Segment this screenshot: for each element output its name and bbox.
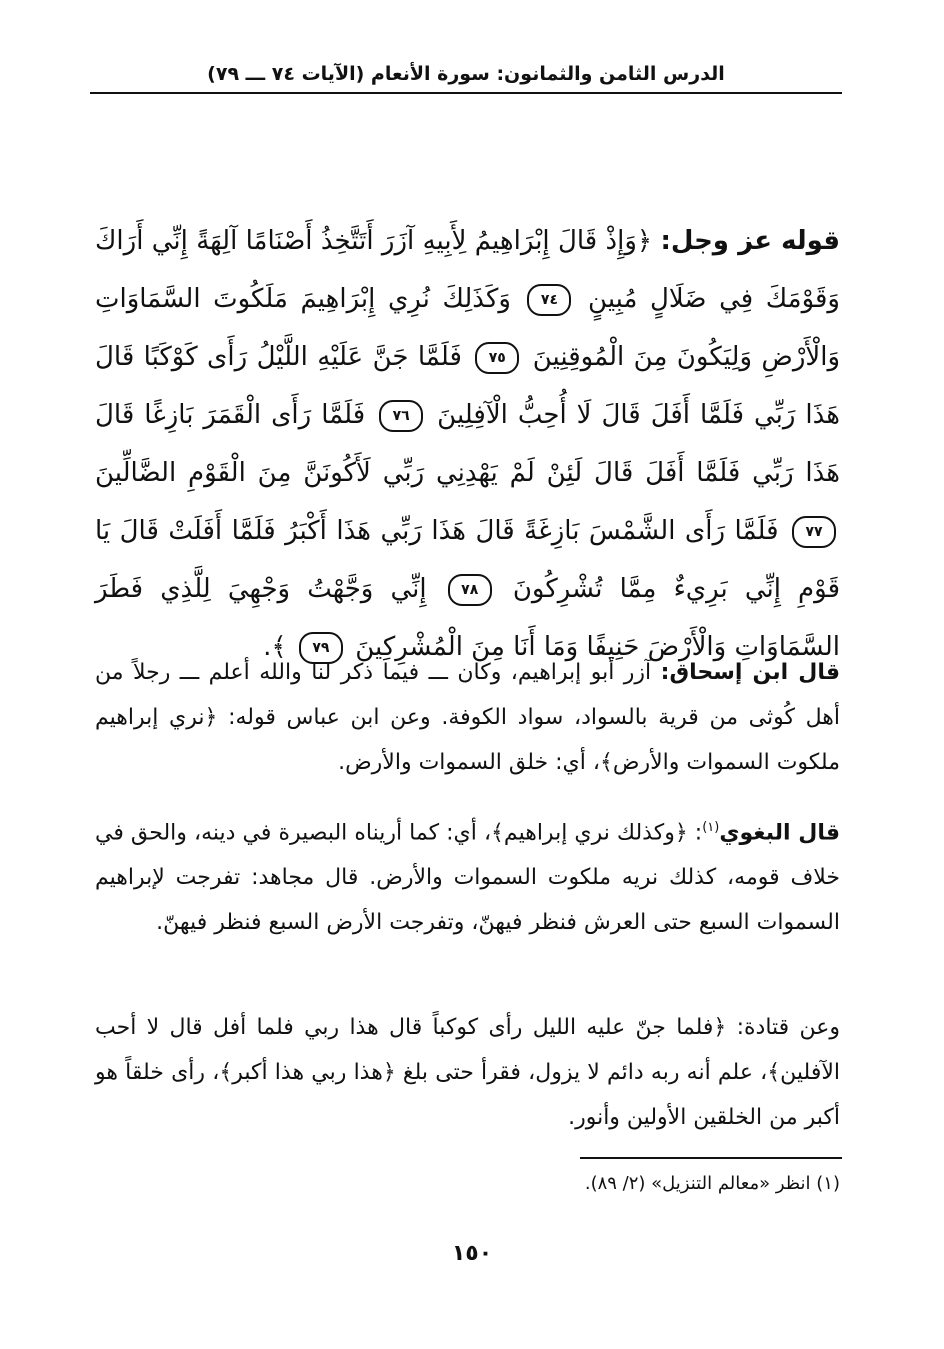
verse-closing-bracket: ﴾. xyxy=(263,632,287,662)
running-head: الدرس الثامن والثمانون: سورة الأنعام (الآيات ٧٤ ـــ ٧٩) xyxy=(207,63,725,85)
ayah-number-marker: ٧٦ xyxy=(379,400,423,432)
paragraph-text: آزر أبو إبراهيم، وكان ـــ فيما ذكر لنا والله أعلم ـــ رجلاً من أهل كُوثى من قرية بالسواد، سواد الكوفة. وعن ابن عباس قوله: ﴿نري إبراهيم ملكوت السموات والأرض﴾، أي: خلق السموات والأرض. xyxy=(95,660,840,775)
footnote-rule xyxy=(580,1157,842,1159)
paragraph-ibn-ishaq xyxy=(95,650,840,785)
verse-text-76: فَلَمَّا جَنَّ عَلَيْهِ اللَّيْلُ رَأَى كَوْكَبًا قَالَ هَذَا رَبِّي فَلَمَّا أَفَلَ قَالَ لَا أُحِبُّ الْآفِلِينَ xyxy=(95,342,841,430)
verse-text-79: إِنِّي وَجَّهْتُ وَجْهِيَ لِلَّذِي فَطَرَ السَّمَاوَاتِ وَالْأَرْضَ حَنِيفًا وَمَا أَنَا مِنَ الْمُشْرِكِينَ xyxy=(95,574,840,662)
verse-intro-label: قوله عز وجل: xyxy=(660,226,840,256)
paragraph-text: وعن قتادة: ﴿فلما جنّ عليه الليل رأى كوكباً قال هذا ربي فلما أفل قال لا أحب الآفلين﴾، علم أنه ربه دائم لا يزول، فقرأ حتى بلغ ﴿هذا ربي هذا أكبر﴾، رأى خلقاً هو أكبر من الخلقين الأولين وأنور. xyxy=(95,1015,840,1130)
paragraph-baghawi xyxy=(95,805,840,945)
verse-text-74: ﴿وَإِذْ قَالَ إِبْرَاهِيمُ لِأَبِيهِ آزَرَ أَتَتَّخِذُ أَصْنَامًا آلِهَةً إِنِّي أَرَاكَ وَقَوْمَكَ فِي ضَلَالٍ مُبِينٍ xyxy=(95,226,840,314)
verse-text-77: فَلَمَّا رَأَى الْقَمَرَ بَازِغًا قَالَ هَذَا رَبِّي فَلَمَّا أَفَلَ قَالَ لَئِنْ لَمْ يَهْدِنِي رَبِّي لَأَكُونَنَّ مِنَ الْقَوْمِ الضَّالِّينَ xyxy=(95,400,840,488)
ayah-number-marker: ٧٩ xyxy=(299,632,343,664)
ayah-number-marker: ٧٧ xyxy=(792,516,836,548)
ayah-number-marker: ٧٥ xyxy=(475,342,519,374)
verse-text-75: وَكَذَلِكَ نُرِي إِبْرَاهِيمَ مَلَكُوتَ السَّمَاوَاتِ وَالْأَرْضِ وَلِيَكُونَ مِنَ الْمُوقِنِينَ xyxy=(95,284,841,372)
footnote-reference: (١) xyxy=(702,820,720,835)
paragraph-lead: قال البغوي xyxy=(719,820,840,846)
paragraph-lead: قال ابن إسحاق: xyxy=(660,660,841,685)
page-number: ١٥٠ xyxy=(451,1241,493,1266)
header-rule xyxy=(90,92,842,94)
verse-text-78: فَلَمَّا رَأَى الشَّمْسَ بَازِغَةً قَالَ هَذَا رَبِّي هَذَا أَكْبَرُ فَلَمَّا أَفَلَتْ قَالَ يَا قَوْمِ إِنِّي بَرِيءٌ مِمَّا تُشْرِكُونَ xyxy=(95,516,841,604)
footnote: (١) انظر «معالم التنزيل» (٢/ ٨٩). xyxy=(584,1173,840,1194)
paragraph-qatada xyxy=(95,1005,840,1140)
ayah-number-marker: ٧٨ xyxy=(448,574,492,606)
quran-verses-block xyxy=(95,212,840,676)
paragraph-text: : ﴿وكذلك نري إبراهيم﴾، أي: كما أريناه البصيرة في دينه، والحق في خلاف قومه، كذلك نريه ملكوت السموات والأرض. قال مجاهد: تفرجت لإبراهيم السموات السبع حتى العرش فنظر فيهنّ، وتفرجت الأرض السبع فنظر فيهنّ. xyxy=(95,820,840,936)
ayah-number-marker: ٧٤ xyxy=(527,284,571,316)
